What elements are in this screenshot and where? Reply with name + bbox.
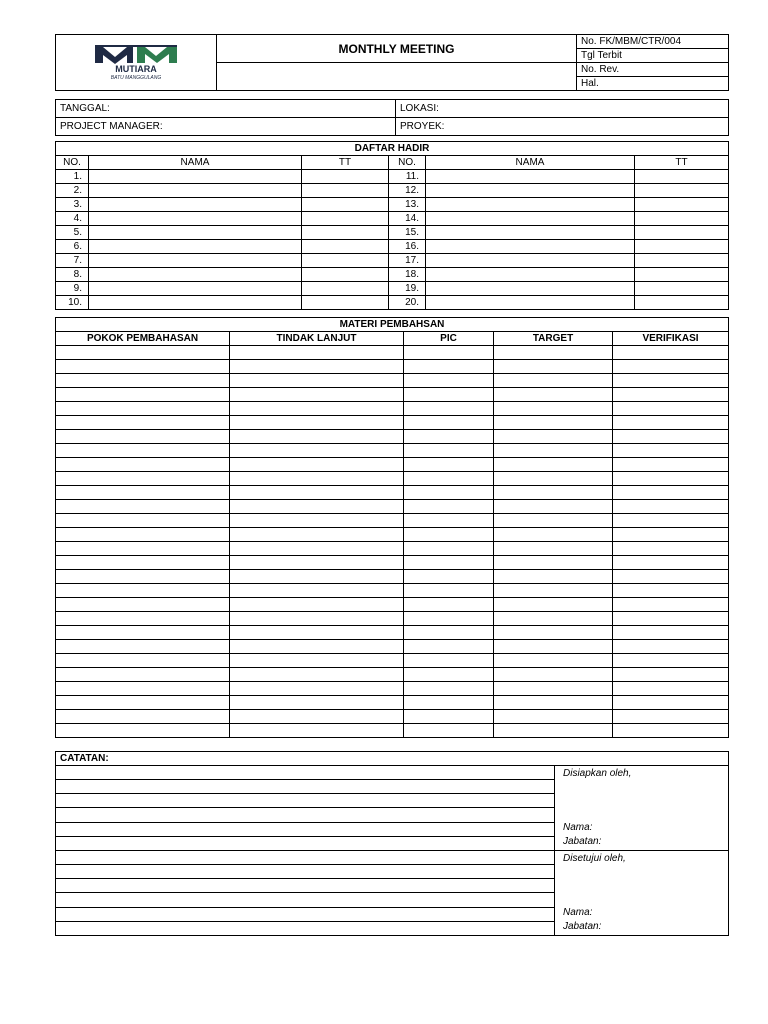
verification-cell[interactable] <box>613 528 729 542</box>
verification-cell[interactable] <box>613 598 729 612</box>
discussion-row <box>56 682 729 696</box>
attendance-number: 8. <box>56 268 89 282</box>
attendance-number: 19. <box>389 282 426 296</box>
discussion-row <box>56 696 729 710</box>
attendance-sign-cell[interactable] <box>635 240 729 254</box>
attendance-name-cell[interactable] <box>89 226 302 240</box>
attendance-number: 2. <box>56 184 89 198</box>
followup-cell[interactable] <box>230 416 404 430</box>
verification-cell[interactable] <box>613 682 729 696</box>
verification-cell[interactable] <box>613 458 729 472</box>
attendance-sign-cell[interactable] <box>635 268 729 282</box>
pic-cell[interactable] <box>404 416 494 430</box>
verification-cell[interactable] <box>613 724 729 738</box>
project-manager-field[interactable]: PROJECT MANAGER: <box>56 118 396 136</box>
discussion-header-verification: VERIFIKASI <box>613 332 729 346</box>
discussion-row <box>56 640 729 654</box>
discussion-row <box>56 668 729 682</box>
pic-cell[interactable] <box>404 668 494 682</box>
attendance-number: 1. <box>56 170 89 184</box>
attendance-sign-cell[interactable] <box>302 268 389 282</box>
topic-cell[interactable] <box>56 570 230 584</box>
discussion-row <box>56 360 729 374</box>
attendance-sign-cell[interactable] <box>635 282 729 296</box>
revision-label: No. Rev. <box>577 63 729 77</box>
attendance-sign-cell[interactable] <box>302 296 389 310</box>
target-cell[interactable] <box>494 360 613 374</box>
discussion-row <box>56 542 729 556</box>
company-logo <box>56 35 217 91</box>
target-cell[interactable] <box>494 346 613 360</box>
pic-cell[interactable] <box>404 682 494 696</box>
attendance-name-cell[interactable] <box>426 268 635 282</box>
pic-cell[interactable] <box>404 640 494 654</box>
notes-line[interactable] <box>56 808 555 822</box>
topic-cell[interactable] <box>56 346 230 360</box>
attendance-sign-cell[interactable] <box>302 198 389 212</box>
topic-cell[interactable] <box>56 542 230 556</box>
topic-cell[interactable] <box>56 598 230 612</box>
pic-cell[interactable] <box>404 710 494 724</box>
followup-cell[interactable] <box>230 570 404 584</box>
attendance-row <box>56 226 729 240</box>
pic-cell[interactable] <box>404 486 494 500</box>
discussion-row <box>56 598 729 612</box>
attendance-row <box>56 212 729 226</box>
attendance-name-cell[interactable] <box>89 240 302 254</box>
form-title: MONTHLY MEETING <box>217 35 577 63</box>
target-cell[interactable] <box>494 584 613 598</box>
attendance-name-cell[interactable] <box>426 240 635 254</box>
discussion-table <box>55 317 729 738</box>
topic-cell[interactable] <box>56 668 230 682</box>
verification-cell[interactable] <box>613 486 729 500</box>
verification-cell[interactable] <box>613 500 729 514</box>
attendance-row <box>56 282 729 296</box>
discussion-header-target: TARGET <box>494 332 613 346</box>
topic-cell[interactable] <box>56 710 230 724</box>
attendance-number: 15. <box>389 226 426 240</box>
topic-cell[interactable] <box>56 416 230 430</box>
attendance-name-cell[interactable] <box>89 268 302 282</box>
topic-cell[interactable] <box>56 612 230 626</box>
notes-section <box>55 751 729 936</box>
verification-cell[interactable] <box>613 612 729 626</box>
location-field[interactable]: LOKASI: <box>396 100 729 118</box>
pic-cell[interactable] <box>404 556 494 570</box>
target-cell[interactable] <box>494 556 613 570</box>
verification-cell[interactable] <box>613 710 729 724</box>
topic-cell[interactable] <box>56 696 230 710</box>
attendance-name-cell[interactable] <box>426 282 635 296</box>
pic-cell[interactable] <box>404 542 494 556</box>
issue-date-label: Tgl Terbit <box>577 49 729 63</box>
attendance-sign-cell[interactable] <box>302 184 389 198</box>
attendance-number: 7. <box>56 254 89 268</box>
prepared-position-label: Jabatan: <box>563 836 602 847</box>
attendance-row <box>56 296 729 310</box>
verification-cell[interactable] <box>613 570 729 584</box>
discussion-row <box>56 388 729 402</box>
attendance-sign-cell[interactable] <box>635 212 729 226</box>
attendance-number: 6. <box>56 240 89 254</box>
pic-cell[interactable] <box>404 388 494 402</box>
attendance-sign-cell[interactable] <box>302 240 389 254</box>
target-cell[interactable] <box>494 542 613 556</box>
discussion-row <box>56 724 729 738</box>
discussion-row <box>56 584 729 598</box>
logo-subtext: BATU MANGGULANG <box>110 75 162 81</box>
target-cell[interactable] <box>494 724 613 738</box>
discussion-header-topic: POKOK PEMBAHASAN <box>56 332 230 346</box>
pic-cell[interactable] <box>404 584 494 598</box>
attendance-sign-cell[interactable] <box>635 170 729 184</box>
followup-cell[interactable] <box>230 640 404 654</box>
attendance-sign-cell[interactable] <box>635 254 729 268</box>
pic-cell[interactable] <box>404 500 494 514</box>
topic-cell[interactable] <box>56 556 230 570</box>
notes-line[interactable] <box>56 921 555 935</box>
topic-cell[interactable] <box>56 640 230 654</box>
attendance-header-name-2: NAMA <box>426 156 635 170</box>
pic-cell[interactable] <box>404 724 494 738</box>
discussion-row <box>56 374 729 388</box>
pic-cell[interactable] <box>404 654 494 668</box>
attendance-header-no-2: NO. <box>389 156 426 170</box>
topic-cell[interactable] <box>56 388 230 402</box>
attendance-name-cell[interactable] <box>89 296 302 310</box>
discussion-row <box>56 514 729 528</box>
form-header <box>55 34 729 91</box>
topic-cell[interactable] <box>56 374 230 388</box>
meeting-info <box>55 99 729 136</box>
followup-cell[interactable] <box>230 374 404 388</box>
attendance-number: 20. <box>389 296 426 310</box>
target-cell[interactable] <box>494 402 613 416</box>
followup-cell[interactable] <box>230 668 404 682</box>
followup-cell[interactable] <box>230 710 404 724</box>
followup-cell[interactable] <box>230 598 404 612</box>
attendance-sign-cell[interactable] <box>302 282 389 296</box>
pic-cell[interactable] <box>404 612 494 626</box>
notes-line[interactable] <box>56 851 555 865</box>
target-cell[interactable] <box>494 654 613 668</box>
prepared-by-box[interactable] <box>555 766 729 851</box>
target-cell[interactable] <box>494 570 613 584</box>
attendance-number: 11. <box>389 170 426 184</box>
verification-cell[interactable] <box>613 696 729 710</box>
target-cell[interactable] <box>494 668 613 682</box>
attendance-number: 16. <box>389 240 426 254</box>
target-cell[interactable] <box>494 682 613 696</box>
verification-cell[interactable] <box>613 360 729 374</box>
attendance-name-cell[interactable] <box>426 184 635 198</box>
followup-cell[interactable] <box>230 584 404 598</box>
approved-by-box[interactable] <box>555 851 729 936</box>
followup-cell[interactable] <box>230 402 404 416</box>
pic-cell[interactable] <box>404 570 494 584</box>
attendance-number: 18. <box>389 268 426 282</box>
followup-cell[interactable] <box>230 654 404 668</box>
pic-cell[interactable] <box>404 696 494 710</box>
prepared-by-label: Disiapkan oleh, <box>563 768 632 779</box>
discussion-row <box>56 500 729 514</box>
attendance-name-cell[interactable] <box>426 212 635 226</box>
attendance-name-cell[interactable] <box>89 198 302 212</box>
discussion-row <box>56 472 729 486</box>
pic-cell[interactable] <box>404 374 494 388</box>
notes-line[interactable] <box>56 893 555 907</box>
notes-line[interactable] <box>56 780 555 794</box>
attendance-row <box>56 198 729 212</box>
followup-cell[interactable] <box>230 556 404 570</box>
target-cell[interactable] <box>494 416 613 430</box>
verification-cell[interactable] <box>613 444 729 458</box>
attendance-row <box>56 268 729 282</box>
notes-line[interactable] <box>56 766 555 780</box>
topic-cell[interactable] <box>56 402 230 416</box>
target-cell[interactable] <box>494 472 613 486</box>
notes-line[interactable] <box>56 907 555 921</box>
attendance-name-cell[interactable] <box>426 170 635 184</box>
verification-cell[interactable] <box>613 640 729 654</box>
followup-cell[interactable] <box>230 514 404 528</box>
pic-cell[interactable] <box>404 528 494 542</box>
pic-cell[interactable] <box>404 360 494 374</box>
attendance-number: 17. <box>389 254 426 268</box>
target-cell[interactable] <box>494 374 613 388</box>
attendance-row <box>56 254 729 268</box>
discussion-row <box>56 346 729 360</box>
attendance-name-cell[interactable] <box>426 296 635 310</box>
notes-line[interactable] <box>56 794 555 808</box>
notes-line[interactable] <box>56 865 555 879</box>
discussion-row <box>56 654 729 668</box>
attendance-name-cell[interactable] <box>426 254 635 268</box>
followup-cell[interactable] <box>230 626 404 640</box>
topic-cell[interactable] <box>56 430 230 444</box>
target-cell[interactable] <box>494 528 613 542</box>
topic-cell[interactable] <box>56 584 230 598</box>
attendance-name-cell[interactable] <box>89 254 302 268</box>
discussion-row <box>56 626 729 640</box>
attendance-number: 13. <box>389 198 426 212</box>
discussion-row <box>56 570 729 584</box>
attendance-name-cell[interactable] <box>89 170 302 184</box>
discussion-row <box>56 444 729 458</box>
discussion-row <box>56 710 729 724</box>
target-cell[interactable] <box>494 640 613 654</box>
followup-cell[interactable] <box>230 346 404 360</box>
date-field[interactable]: TANGGAL: <box>56 100 396 118</box>
mutiara-logo-icon <box>93 41 179 81</box>
pic-cell[interactable] <box>404 444 494 458</box>
pic-cell[interactable] <box>404 626 494 640</box>
project-field[interactable]: PROYEK: <box>396 118 729 136</box>
target-cell[interactable] <box>494 612 613 626</box>
followup-cell[interactable] <box>230 388 404 402</box>
verification-cell[interactable] <box>613 346 729 360</box>
topic-cell[interactable] <box>56 500 230 514</box>
followup-cell[interactable] <box>230 444 404 458</box>
followup-cell[interactable] <box>230 500 404 514</box>
topic-cell[interactable] <box>56 472 230 486</box>
followup-cell[interactable] <box>230 430 404 444</box>
attendance-sign-cell[interactable] <box>302 170 389 184</box>
attendance-sign-cell[interactable] <box>635 184 729 198</box>
attendance-header-sign: TT <box>302 156 389 170</box>
attendance-name-cell[interactable] <box>89 282 302 296</box>
approved-name-label: Nama: <box>563 907 593 918</box>
topic-cell[interactable] <box>56 486 230 500</box>
verification-cell[interactable] <box>613 668 729 682</box>
verification-cell[interactable] <box>613 626 729 640</box>
page-label: Hal. <box>577 77 729 91</box>
attendance-sign-cell[interactable] <box>302 212 389 226</box>
followup-cell[interactable] <box>230 724 404 738</box>
target-cell[interactable] <box>494 696 613 710</box>
pic-cell[interactable] <box>404 598 494 612</box>
discussion-row <box>56 430 729 444</box>
attendance-header-no: NO. <box>56 156 89 170</box>
attendance-name-cell[interactable] <box>426 198 635 212</box>
approved-position-label: Jabatan: <box>563 921 602 932</box>
attendance-number: 10. <box>56 296 89 310</box>
verification-cell[interactable] <box>613 556 729 570</box>
target-cell[interactable] <box>494 444 613 458</box>
pic-cell[interactable] <box>404 430 494 444</box>
verification-cell[interactable] <box>613 402 729 416</box>
discussion-row <box>56 486 729 500</box>
followup-cell[interactable] <box>230 360 404 374</box>
attendance-title: DAFTAR HADIR <box>56 142 729 156</box>
pic-cell[interactable] <box>404 514 494 528</box>
attendance-sign-cell[interactable] <box>635 198 729 212</box>
attendance-sign-cell[interactable] <box>302 254 389 268</box>
followup-cell[interactable] <box>230 528 404 542</box>
attendance-table <box>55 141 729 310</box>
discussion-row <box>56 528 729 542</box>
attendance-number: 12. <box>389 184 426 198</box>
topic-cell[interactable] <box>56 458 230 472</box>
topic-cell[interactable] <box>56 528 230 542</box>
pic-cell[interactable] <box>404 402 494 416</box>
attendance-number: 14. <box>389 212 426 226</box>
verification-cell[interactable] <box>613 654 729 668</box>
verification-cell[interactable] <box>613 514 729 528</box>
attendance-row <box>56 170 729 184</box>
discussion-row <box>56 458 729 472</box>
discussion-header-pic: PIC <box>404 332 494 346</box>
pic-cell[interactable] <box>404 346 494 360</box>
target-cell[interactable] <box>494 430 613 444</box>
notes-line[interactable] <box>56 822 555 836</box>
attendance-row <box>56 184 729 198</box>
topic-cell[interactable] <box>56 724 230 738</box>
followup-cell[interactable] <box>230 612 404 626</box>
pic-cell[interactable] <box>404 458 494 472</box>
target-cell[interactable] <box>494 514 613 528</box>
verification-cell[interactable] <box>613 542 729 556</box>
attendance-number: 3. <box>56 198 89 212</box>
attendance-header-name: NAMA <box>89 156 302 170</box>
verification-cell[interactable] <box>613 416 729 430</box>
attendance-number: 4. <box>56 212 89 226</box>
topic-cell[interactable] <box>56 682 230 696</box>
target-cell[interactable] <box>494 486 613 500</box>
notes-label: CATATAN: <box>56 752 729 766</box>
attendance-sign-cell[interactable] <box>635 296 729 310</box>
attendance-number: 5. <box>56 226 89 240</box>
header-blank-cell <box>217 63 577 91</box>
followup-cell[interactable] <box>230 458 404 472</box>
discussion-row <box>56 612 729 626</box>
discussion-header-followup: TINDAK LANJUT <box>230 332 404 346</box>
followup-cell[interactable] <box>230 696 404 710</box>
followup-cell[interactable] <box>230 486 404 500</box>
topic-cell[interactable] <box>56 514 230 528</box>
followup-cell[interactable] <box>230 682 404 696</box>
followup-cell[interactable] <box>230 542 404 556</box>
discussion-row <box>56 402 729 416</box>
attendance-row <box>56 240 729 254</box>
topic-cell[interactable] <box>56 360 230 374</box>
notes-line[interactable] <box>56 879 555 893</box>
topic-cell[interactable] <box>56 444 230 458</box>
prepared-name-label: Nama: <box>563 822 593 833</box>
logo-text: MUTIARA <box>115 64 157 74</box>
attendance-name-cell[interactable] <box>89 184 302 198</box>
attendance-sign-cell[interactable] <box>302 226 389 240</box>
target-cell[interactable] <box>494 598 613 612</box>
attendance-sign-cell[interactable] <box>635 226 729 240</box>
notes-line[interactable] <box>56 836 555 850</box>
verification-cell[interactable] <box>613 388 729 402</box>
approved-by-label: Disetujui oleh, <box>563 853 626 864</box>
target-cell[interactable] <box>494 458 613 472</box>
target-cell[interactable] <box>494 710 613 724</box>
attendance-header-sign-2: TT <box>635 156 729 170</box>
discussion-title: MATERI PEMBAHSAN <box>56 318 729 332</box>
pic-cell[interactable] <box>404 472 494 486</box>
verification-cell[interactable] <box>613 584 729 598</box>
topic-cell[interactable] <box>56 626 230 640</box>
verification-cell[interactable] <box>613 472 729 486</box>
attendance-number: 9. <box>56 282 89 296</box>
followup-cell[interactable] <box>230 472 404 486</box>
document-number: No. FK/MBM/CTR/004 <box>577 35 729 49</box>
topic-cell[interactable] <box>56 654 230 668</box>
target-cell[interactable] <box>494 388 613 402</box>
discussion-row <box>56 556 729 570</box>
target-cell[interactable] <box>494 500 613 514</box>
target-cell[interactable] <box>494 626 613 640</box>
verification-cell[interactable] <box>613 374 729 388</box>
attendance-name-cell[interactable] <box>426 226 635 240</box>
attendance-name-cell[interactable] <box>89 212 302 226</box>
verification-cell[interactable] <box>613 430 729 444</box>
discussion-row <box>56 416 729 430</box>
